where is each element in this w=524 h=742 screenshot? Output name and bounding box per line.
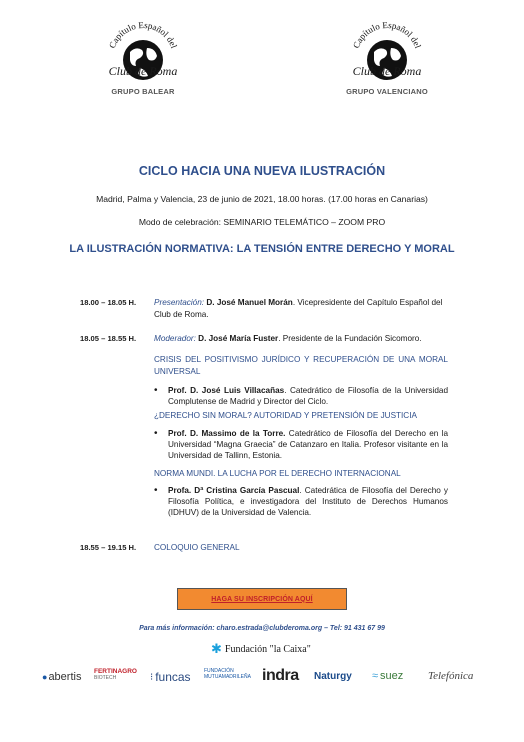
sponsor-telefonica: Telefónica (428, 670, 474, 682)
speaker-desc: . Vicepresidente del Capítulo Español del Club de Roma. (154, 298, 443, 319)
svg-text:Capítulo Español del: Capítulo Español del (106, 19, 180, 50)
sponsor-fundacion-la-caixa: ✱ Fundación "la Caixa" (211, 641, 311, 656)
sponsor-suez: ≈ suez (372, 670, 404, 682)
slot-presentation (154, 297, 450, 320)
caixa-star-icon: ✱ (211, 641, 222, 656)
abertis-dot-icon: ● (42, 672, 48, 682)
sponsor-funcas: ⁝ funcas (150, 670, 191, 684)
list-item: • Prof. D. Massimo de la Torre. Catedrático de Filosofía del Derecho en la Universidad “Magna Graecia” de Catanzaro en Italia. Profesor visitante en la Universidad de Tallinn, Estonia. (154, 428, 448, 461)
sections-block (154, 354, 448, 518)
sponsor-mutua: FUNDACIÓN MUTUAMADRILEÑA (204, 668, 251, 680)
logo-center-text: Club de Roma (352, 64, 422, 78)
club-roma-globe-icon (344, 14, 430, 92)
page-title: CICLO HACIA UNA NUEVA ILUSTRACIÓN (138, 164, 386, 178)
club-roma-globe-icon (100, 14, 186, 92)
logo-center-text: Club de Roma (108, 64, 178, 78)
slot-time-3: 18.55 – 19.15 H. (80, 543, 137, 552)
slot-moderator (154, 333, 450, 345)
slot-time-1: 18.00 – 18.05 H. (80, 298, 137, 307)
seminar-subtitle: LA ILUSTRACIÓN NORMATIVA: LA TENSIÓN ENTRE DERECHO Y MORAL (69, 243, 455, 255)
logo-caption: GRUPO VALENCIANO (346, 87, 428, 96)
section-heading: CRISIS DEL POSITIVISMO JURÍDICO Y RECUPERACIÓN DE UNA MORAL UNIVERSAL (154, 355, 448, 376)
sponsor-abertis: ● abertis (42, 671, 82, 683)
speaker-name: D. José Manuel Morán (206, 298, 293, 307)
mode-line: Modo de celebración: SEMINARIO TELEMÁTICO – ZOOM PRO (138, 217, 386, 227)
list-item: • Prof. D. José Luis Villacañas. Catedrático de Filosofía de la Universidad Complutense de Madrid y Director del Ciclo. (154, 385, 448, 407)
slot-colloquium: COLOQUIO GENERAL (154, 543, 240, 552)
role-label: Moderador: (154, 334, 196, 343)
role-label: Presentación: (154, 298, 205, 307)
speaker-name: D. José María Fuster (198, 334, 279, 343)
register-button[interactable]: HAGA SU INSCRIPCIÓN AQUÍ (177, 588, 347, 610)
sponsor-fertinagro: FERTINAGRO BIOTECH (94, 668, 137, 681)
list-item: • Profa. Dª Cristina García Pascual. Catedrática de Filosofía del Derecho y Filosofía Política, e investigadora del Instituto de Derechos Humanos (IDHUV) de la Universidad de Valencia. (154, 485, 448, 518)
contact-info: Para más información: charo.estrada@clubderoma.org – Tel: 91 431 67 99 (139, 625, 385, 632)
svg-text:Capítulo Español del: Capítulo Español del (350, 19, 424, 50)
suez-wave-icon: ≈ (372, 670, 379, 682)
funcas-icon: ⁝ (150, 671, 154, 683)
slot-time-2: 18.05 – 18.55 H. (80, 334, 137, 343)
section-heading: NORMA MUNDI. LA LUCHA POR EL DERECHO INTERNACIONAL (154, 468, 401, 478)
sponsor-naturgy: Naturgy (314, 671, 352, 682)
logo-caption: GRUPO BALEAR (111, 87, 175, 96)
section-heading: ¿DERECHO SIN MORAL? AUTORIDAD Y PRETENSIÓN DE JUSTICIA (154, 411, 417, 420)
logo-club-roma-valenciano (327, 14, 447, 96)
sponsor-indra: indra (262, 667, 299, 684)
logo-club-roma-balear (83, 14, 203, 96)
speaker-desc: . Presidente de la Fundación Sicomoro. (278, 334, 422, 343)
date-line: Madrid, Palma y Valencia, 23 de junio de 2021, 18.00 horas. (17.00 horas en Canarias) (96, 194, 428, 204)
